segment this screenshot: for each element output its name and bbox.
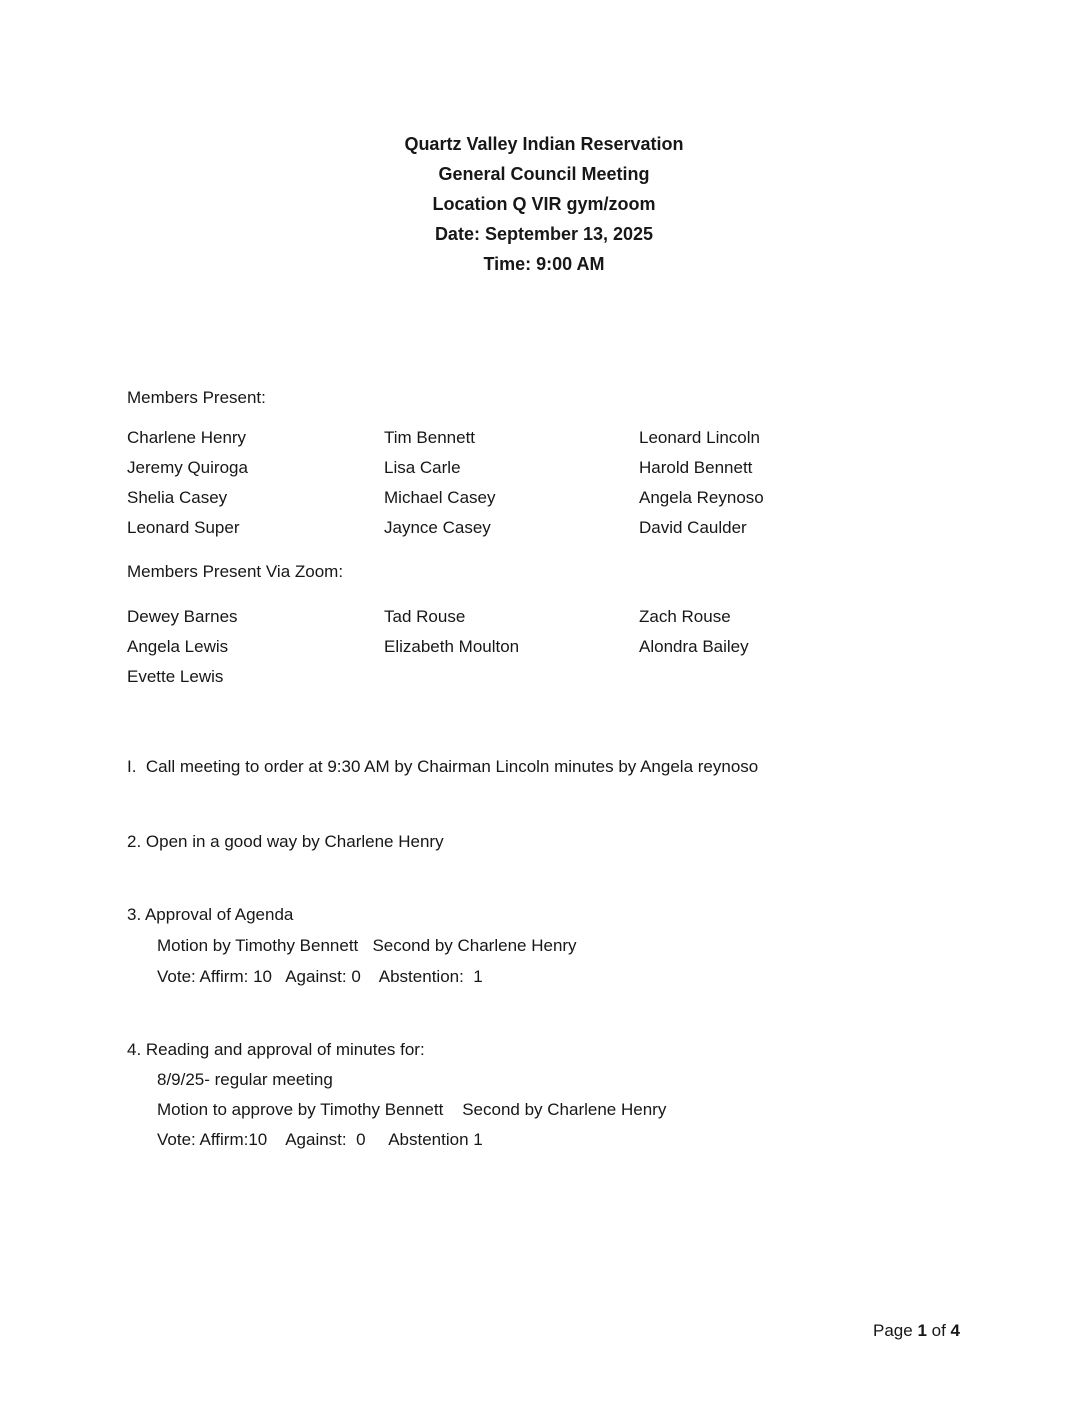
page-number: 1 (917, 1321, 927, 1340)
agenda-item-vote: Vote: Affirm:10 Against: 0 Abstention 1 (157, 1130, 483, 1149)
title-line-date: Date: September 13, 2025 (434, 224, 654, 244)
member-name: Lisa Carle (384, 458, 461, 477)
agenda-item-agenda-approval (127, 899, 961, 992)
member-name: David Caulder (639, 518, 747, 537)
page-label: Page (873, 1321, 918, 1340)
agenda-item-meeting-date: 8/9/25- regular meeting (157, 1070, 333, 1089)
agenda-item-title: 3. Approval of Agenda (127, 905, 294, 924)
member-name: Zach Rouse (639, 607, 731, 626)
member-name: Jeremy Quiroga (127, 458, 248, 477)
member-name: Michael Casey (384, 488, 496, 507)
member-name: Angela Lewis (127, 637, 229, 656)
member-name: Elizabeth Moulton (384, 637, 520, 656)
member-name: Harold Bennett (639, 458, 753, 477)
agenda-item-motion: Motion by Timothy Bennett Second by Charlene Henry (157, 936, 577, 955)
member-name: Alondra Bailey (639, 637, 749, 656)
agenda-item-motion: Motion to approve by Timothy Bennett Second by Charlene Henry (157, 1100, 667, 1119)
member-name: Dewey Barnes (127, 607, 238, 626)
title-line-reservation: Quartz Valley Indian Reservation (404, 134, 684, 154)
agenda-item-text: 2. Open in a good way by Charlene Henry (127, 832, 444, 851)
agenda-item-call-to-order (127, 752, 961, 782)
members-zoom-grid (127, 602, 961, 692)
page-number-footer (854, 1292, 960, 1370)
title-line-time: Time: 9:00 AM (483, 254, 605, 274)
title-line-meeting: General Council Meeting (438, 164, 650, 184)
document-title-block (127, 0, 961, 279)
member-name: Shelia Casey (127, 488, 228, 507)
member-name: Leonard Lincoln (639, 428, 760, 447)
member-name: Jaynce Casey (384, 518, 491, 537)
member-name: Tim Bennett (384, 428, 476, 447)
agenda-item-minutes-approval (127, 1035, 961, 1155)
member-name: Evette Lewis (127, 667, 224, 686)
agenda-item-vote: Vote: Affirm: 10 Against: 0 Abstention: 1 (157, 967, 483, 986)
agenda-item-text: I. Call meeting to order at 9:30 AM by Chairman Lincoln minutes by Angela reynoso (127, 757, 759, 776)
of-label: of (926, 1321, 951, 1340)
member-name: Tad Rouse (384, 607, 466, 626)
agenda-item-title: 4. Reading and approval of minutes for: (127, 1040, 425, 1059)
member-name (384, 662, 639, 692)
member-name (639, 662, 961, 692)
member-name: Charlene Henry (127, 428, 247, 447)
member-name: Leonard Super (127, 518, 240, 537)
agenda-item-opening (127, 827, 961, 857)
members-present-grid (127, 423, 961, 543)
total-pages: 4 (950, 1321, 960, 1340)
title-line-location: Location Q VIR gym/zoom (432, 194, 656, 214)
member-name: Angela Reynoso (639, 488, 764, 507)
members-present-label: Members Present: (127, 388, 266, 407)
members-zoom-label: Members Present Via Zoom: (127, 562, 344, 581)
